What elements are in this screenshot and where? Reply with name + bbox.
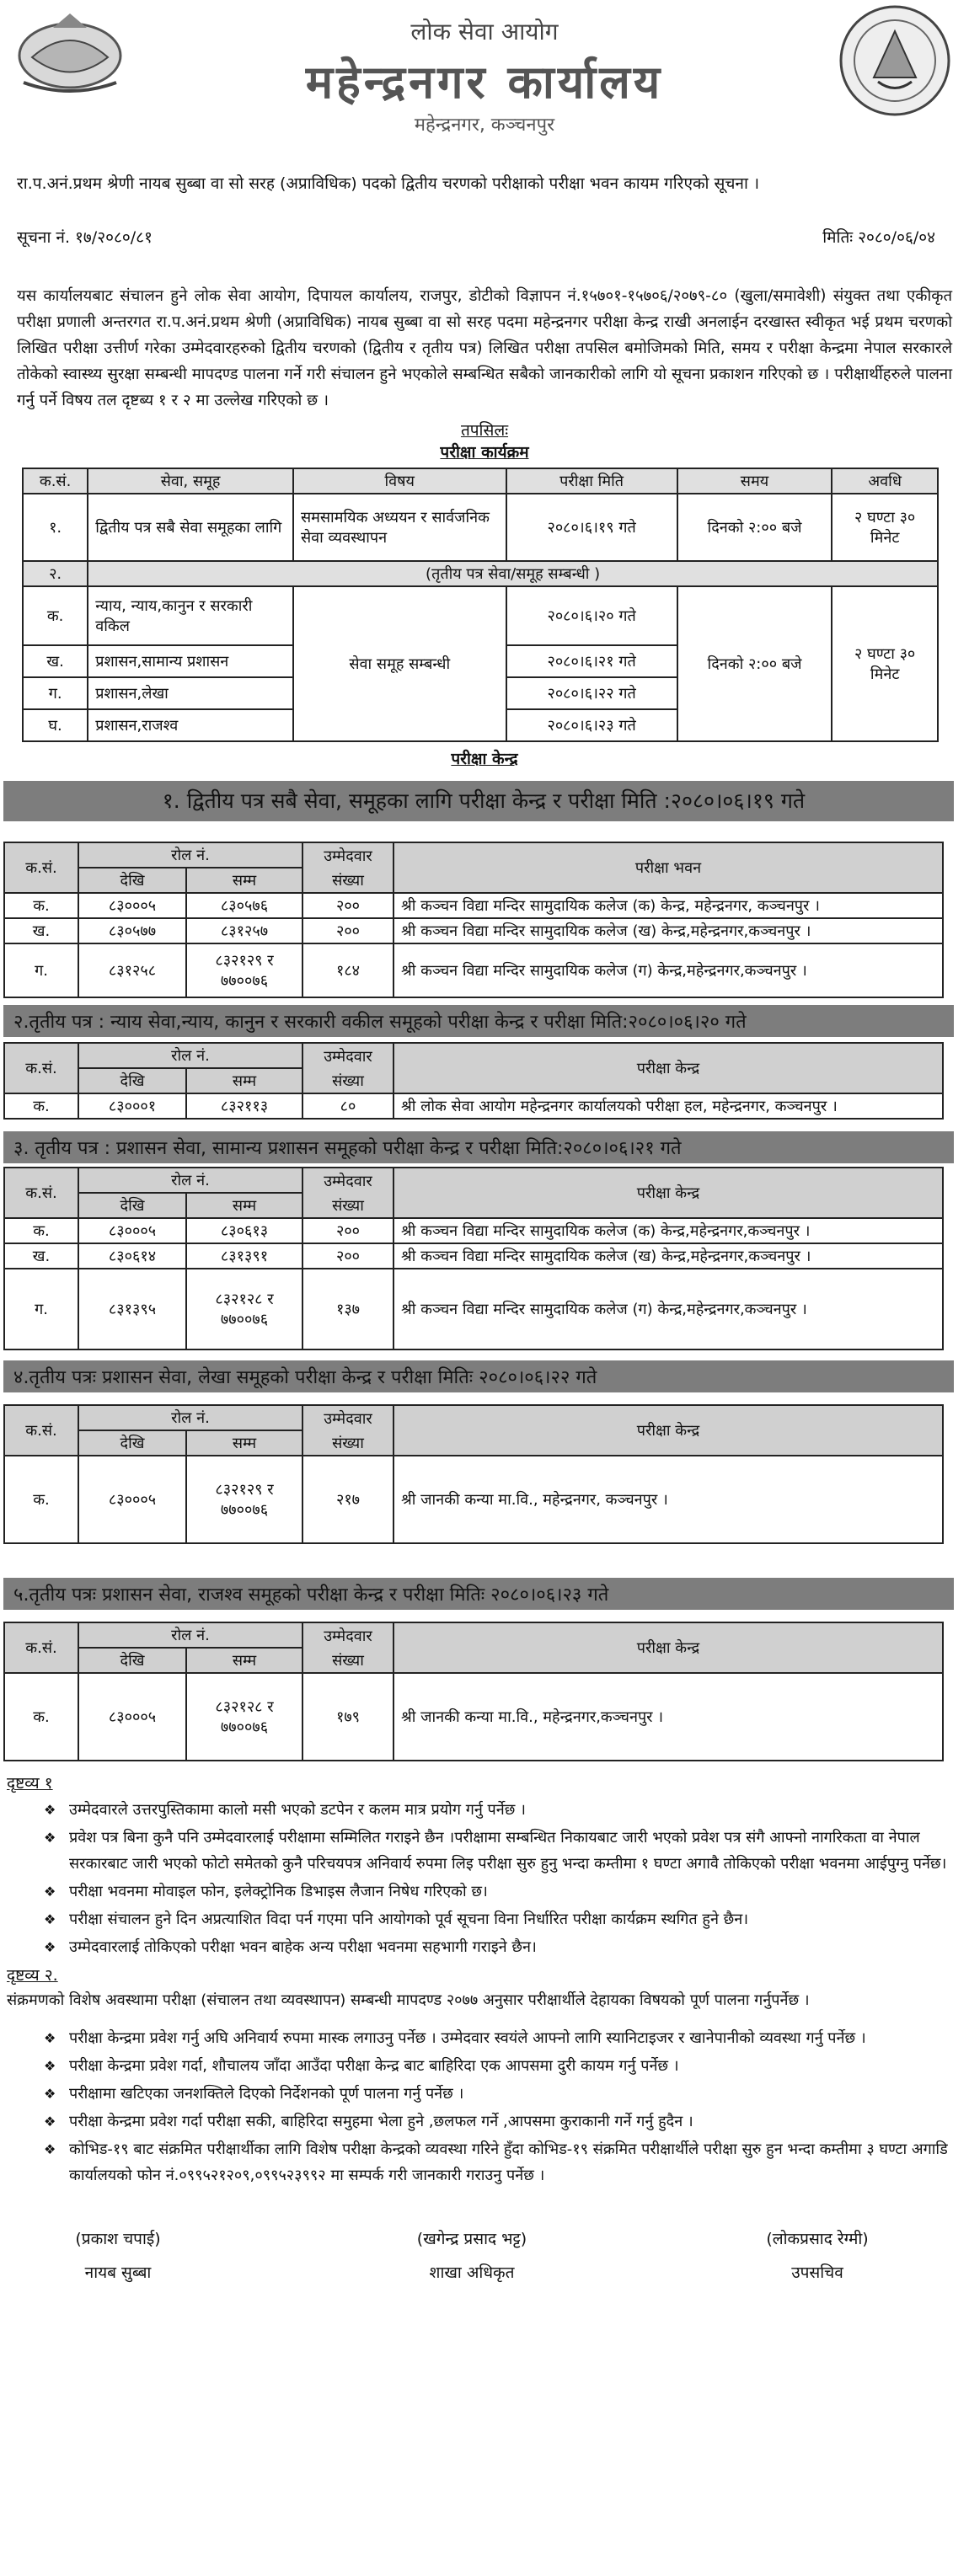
col-header: क.सं.: [23, 468, 88, 494]
table-row: ग. प्रशासन,लेखा २०८०।६।२२ गते: [23, 677, 938, 709]
list-item: ❖ परीक्षा केन्द्रमा प्रवेश गर्दा परीक्षा सकी, बाहिरिदा समुहमा भेला हुने ,छलफल गर्ने ,आपसमा कुराकानी गर्ने गर्नु हुदैन ।: [40, 2108, 952, 2135]
list-item: ❖ परीक्षा केन्द्रमा प्रवेश गर्नु अघि अनिवार्य रुपमा मास्क लगाउनु पर्नेछ । उम्मेदवार स्वयंले आफ्नो लागि स्यानिटाइजर र खानेपानीको व्यवस्था गर्नु पर्नेछ ।: [40, 2025, 952, 2051]
intro-paragraph: यस कार्यालयबाट संचालन हुने लोक सेवा आयोग, दिपायल कार्यालय, राजपुर, डोटीको विज्ञापन नं.१५७०१-१५७०६/२०७९-८० (खुला/समावेशी) संयुक्त तथा एकीकृत परीक्षा प्रणाली अन्तरगत रा.प.अनं.प्रथम श्रेणी (अप्राविधिक) नायब सुब्बा वा सो सरह पदमा महेन्द्रनगर परीक्षा केन्द्र राखी अनलाईन दरखास्त स्वीकृत भई प्रथम चरणको लिखित परीक्षा उत्तीर्ण गरेका उम्मेदवारहरुको द्वितीय चरणको (द्वितीय र तृतीय पत्र) लिखित परीक्षा तपसिल बमोजिमको मिति, समय र परीक्षा केन्द्रमा नेपाल सरकारले तोकेको स्वास्थ्य सुरक्षा सम्बन्धी मापदण्ड पालना गर्ने गरी संचालन हुने भएकोले सम्बन्धित सबैको जानकारीको लागि यो सूचना प्रकाशन गरिएको छ । परीक्षार्थीहरुले पालना गर्नु पर्ने विषय तल दृष्टब्य १ र २ मा उल्लेख गरिएको छ ।: [17, 287, 952, 409]
note2-intro: संक्रमणको विशेष अवस्थामा परीक्षा (संचालन तथा व्यवस्थापन) सम्बन्धी मापदण्ड २०७७ अनुसार परीक्षार्थीले देहायका विषयको पूर्ण पालना गर्नुपर्नेछ ।: [7, 1991, 810, 2009]
list-item: ❖ परीक्षा केन्द्रमा प्रवेश गर्दा, शौचालय जाँदा आउँदा परीक्षा केन्द्र बाट बाहिरिदा एक आपसमा दुरी कायम गर्नु पर्नेछ ।: [40, 2053, 952, 2079]
center-table: क.सं. रोल नं. उम्मेदवार परीक्षा केन्द्र देखि सम्म संख्या क. ८३०००५ ८३०६१३ २०० श्री कञ्चन विद्या मन्दिर सामुदायिक कलेज (क) केन्द्र,महेन्द्रनगर,कञ्चनपुर । ख. ८३०६१४ ८३१३९१ २०० श्री कञ्चन विद्या मन्दिर सामुदायिक कलेज (ख) केन्द्र,महेन्द्रनगर,कञ्चनपुर । ग. ८३१३९५ ८३२१२८ र ७७००७६ १३७ श्री कञ्चन विद्या मन्दिर सामुदायिक कलेज (ग) केन्द्र,महेन्द्रनगर,कञ्चनपुर ।: [3, 1167, 944, 1350]
table-row: ग. ८३१२५८ ८३२१२९ र ७७००७६ १८४ श्री कञ्चन विद्या मन्दिर सामुदायिक कलेज (ग) केन्द्र,महेन्द्रनगर,कञ्चनपुर ।: [4, 943, 943, 997]
section-banner: ५.तृतीय पत्रः प्रशासन सेवा, राजश्व समूहको परीक्षा केन्द्र र परीक्षा मितिः २०८०।०६।२३ गते: [3, 1578, 954, 1610]
tapsil-heading: तपसिलः: [460, 421, 509, 440]
list-item: ❖ परीक्षा भवनमा मोवाइल फोन, इलेक्ट्रोनिक डिभाइस लैजान निषेध गरिएको छ।: [40, 1879, 952, 1905]
list-item: ❖ परीक्षामा खटिएका जनशक्तिले दिएको निर्देशनको पूर्ण पालना गर्नु पर्नेछ ।: [40, 2081, 952, 2107]
table-row: क. न्याय, न्याय,कानुन र सरकारी वकिल सेवा समूह सम्बन्धी २०८०।६।२० गते दिनको २:०० बजे २ घण्टा ३० मिनेट: [23, 586, 938, 645]
center-table: क.सं. रोल नं. उम्मेदवार परीक्षा केन्द्र देखि सम्म संख्या क. ८३०००१ ८३२११३ ८० श्री लोक सेवा आयोग महेन्द्रनगर कार्यालयको परीक्षा हल, महेन्द्रनगर, कञ्चनपुर ।: [3, 1042, 944, 1120]
center-table: क.सं. रोल नं. उम्मेदवार परीक्षा भवन देखि सम्म संख्या क. ८३०००५ ८३०५७६ २०० श्री कञ्चन विद्या मन्दिर सामुदायिक कलेज (क) केन्द्र, महेन्द्रनगर, कञ्चनपुर । ख. ८३०५७७ ८३१२५७ २०० श्री कञ्चन विद्या मन्दिर सामुदायिक कलेज (ख) केन्द्र,महेन्द्रनगर,कञ्चनपुर । ग. ८३१२५८ ८३२१२९ र ७७००७६ १८४ श्री कञ्चन विद्या मन्दिर सामुदायिक कलेज (ग) केन्द्र,महेन्द्रनगर,कञ्चनपुर ।: [3, 842, 944, 998]
table-row: क. ८३०००५ ८३२१२९ र ७७००७६ २१७ श्री जानकी कन्या मा.वि., महेन्द्रनगर, कञ्चनपुर ।: [4, 1456, 943, 1543]
notice-date: मितिः २०८०/०६/०४: [822, 228, 935, 247]
signature-block: [0, 2222, 969, 2315]
section-banner: २.तृतीय पत्र : न्याय सेवा,न्याय, कानुन र सरकारी वकील समूहको परीक्षा केन्द्र र परीक्षा मिति:२०८०।०६।२० गते: [3, 1005, 954, 1037]
office-name: महेन्द्रनगर कार्यालय: [305, 56, 664, 109]
list-item: ❖ परीक्षा संचालन हुने दिन अप्रत्याशित विदा पर्न गएमा पनि आयोगको पूर्व सूचना विना निर्धारित परीक्षा कार्यक्रम स्थगित हुने छैन।: [40, 1906, 952, 1932]
schedule-table: [22, 468, 939, 742]
section-banner: ४.तृतीय पत्रः प्रशासन सेवा, लेखा समूहको परीक्षा केन्द्र र परीक्षा मितिः २०८०।०६।२२ गते: [3, 1360, 954, 1392]
col-header: परीक्षा मिति: [506, 468, 677, 494]
table-row: ग. ८३१३९५ ८३२१२८ र ७७००७६ १३७ श्री कञ्चन विद्या मन्दिर सामुदायिक कलेज (ग) केन्द्र,महेन्द्रनगर,कञ्चनपुर ।: [4, 1269, 943, 1349]
centers-title: परीक्षा केन्द्र: [451, 750, 518, 768]
table-row: ख. ८३०५७७ ८३१२५७ २०० श्री कञ्चन विद्या मन्दिर सामुदायिक कलेज (ख) केन्द्र,महेन्द्रनगर,कञ्चनपुर ।: [4, 918, 943, 943]
table-row: क. ८३०००१ ८३२११३ ८० श्री लोक सेवा आयोग महेन्द्रनगर कार्यालयको परीक्षा हल, महेन्द्रनगर, कञ्चनपुर ।: [4, 1093, 943, 1119]
notice-subject: रा.प.अनं.प्रथम श्रेणी नायब सुब्बा वा सो सरह (अप्राविधिक) पदको द्वितीय चरणको परीक्षाको परीक्षा भवन कायम गरिएको सूचना ।: [17, 174, 760, 193]
center-table: क.सं. रोल नं. उम्मेदवार परीक्षा केन्द्र देखि सम्म संख्या क. ८३०००५ ८३२१२८ र ७७००७६ १७९ श्री जानकी कन्या मा.वि., महेन्द्रनगर,कञ्चनपुर ।: [3, 1622, 944, 1761]
table-row: ख. प्रशासन,सामान्य प्रशासन २०८०।६।२१ गते: [23, 645, 938, 677]
list-item: ❖ कोभिड-१९ बाट संक्रमित परीक्षार्थीका लागि विशेष परीक्षा केन्द्रको व्यवस्था गरिने हुँदा कोभिड-१९ संक्रमित परीक्षार्थीले परीक्षा सुरु हुन भन्दा कम्तीमा ३ घण्टा अगाडि कार्यालयको फोन नं.०९९५२१२०९,०९९५२३९९२ मा सम्पर्क गरी जानकारी गराउनु पर्नेछ ।: [40, 2136, 952, 2189]
table-row: १. द्वितीय पत्र सबै सेवा समूहका लागि समसामयिक अध्ययन र सार्वजनिक सेवा व्यवस्थापन २०८०।६।१९ गते दिनको २:०० बजे २ घण्टा ३० मिनेट: [23, 494, 938, 561]
table-row: घ. प्रशासन,राजश्व २०८०।६।२३ गते: [23, 709, 938, 741]
signature: (लोकप्रसाद रेग्मी) उपसचिव: [766, 2230, 869, 2282]
col-header: सेवा, समूह: [88, 468, 293, 494]
psc-logo-icon: [836, 2, 954, 120]
list-item: ❖ उम्मेदवारलाई तोकिएको परीक्षा भवन बाहेक अन्य परीक्षा भवनमा सहभागी गराइने छैन।: [40, 1934, 952, 1960]
section-banner: ३. तृतीय पत्र : प्रशासन सेवा, सामान्य प्रशासन समूहको परीक्षा केन्द्र र परीक्षा मिति:२०८०।०६।२१ गते: [3, 1131, 954, 1163]
notice-number: सूचना नं. १७/२०८०/८१: [17, 228, 153, 247]
col-header: समय: [677, 468, 832, 494]
note2-list: [40, 2025, 952, 2189]
table-row: क. ८३०००५ ८३०५७६ २०० श्री कञ्चन विद्या मन्दिर सामुदायिक कलेज (क) केन्द्र, महेन्द्रनगर, कञ्चनपुर ।: [4, 893, 943, 918]
section-banner: १. द्वितीय पत्र सबै सेवा, समूहका लागि परीक्षा केन्द्र र परीक्षा मिति :२०८०।०६।१९ गते: [3, 781, 954, 821]
table-row: २. (तृतीय पत्र सेवा/समूह सम्बन्धी ): [23, 561, 938, 586]
table-row: ख. ८३०६१४ ८३१३९१ २०० श्री कञ्चन विद्या मन्दिर सामुदायिक कलेज (ख) केन्द्र,महेन्द्रनगर,कञ्चनपुर ।: [4, 1243, 943, 1269]
table-row: क. ८३०००५ ८३०६१३ २०० श्री कञ्चन विद्या मन्दिर सामुदायिक कलेज (क) केन्द्र,महेन्द्रनगर,कञ्चनपुर ।: [4, 1218, 943, 1243]
col-header: अवधि: [832, 468, 938, 494]
center-table: क.सं. रोल नं. उम्मेदवार परीक्षा केन्द्र देखि सम्म संख्या क. ८३०००५ ८३२१२९ र ७७००७६ २१७ श्री जानकी कन्या मा.वि., महेन्द्रनगर, कञ्चनपुर ।: [3, 1404, 944, 1544]
page-header: [0, 0, 969, 143]
office-location: महेन्द्रनगर, कञ्चनपुर: [414, 115, 555, 136]
table-row: क. ८३०००५ ८३२१२८ र ७७००७६ १७९ श्री जानकी कन्या मा.वि., महेन्द्रनगर,कञ्चनपुर ।: [4, 1673, 943, 1761]
program-title: परीक्षा कार्यक्रम: [440, 443, 529, 462]
note2-title: दृष्टव्य २.: [7, 1966, 58, 1985]
note1-list: [40, 1797, 952, 1960]
signature: (प्रकाश चपाई) नायब सुब्बा: [75, 2230, 161, 2282]
list-item: ❖ प्रवेश पत्र बिना कुनै पनि उम्मेदवारलाई परीक्षामा सम्मिलित गराइने छैन ।परीक्षामा सम्बन्धित निकायबाट जारी भएको प्रवेश पत्र संगै आफ्नो नागरिकता वा नेपाल सरकारबाट जारी भएको फोटो समेतको कुनै परिचयपत्र अनिवार्य रुपमा लिइ परीक्षा सुरु हुनु भन्दा कम्तीमा १ घण्टा अगावै तोकिएको परीक्षा भवनमा आईपुग्नु पर्नेछ।: [40, 1825, 952, 1877]
org-name: लोक सेवा आयोग: [410, 18, 559, 45]
signature: (खगेन्द्र प्रसाद भट्ट) शाखा अधिकृत: [416, 2230, 527, 2282]
list-item: ❖ उम्मेदवारले उत्तरपुस्तिकामा कालो मसी भएको डटपेन र कलम मात्र प्रयोग गर्नु पर्नेछ ।: [40, 1797, 952, 1823]
note1-title: दृष्टव्य १: [7, 1774, 53, 1793]
notice-ref-line: [17, 226, 952, 246]
col-header: विषय: [293, 468, 506, 494]
